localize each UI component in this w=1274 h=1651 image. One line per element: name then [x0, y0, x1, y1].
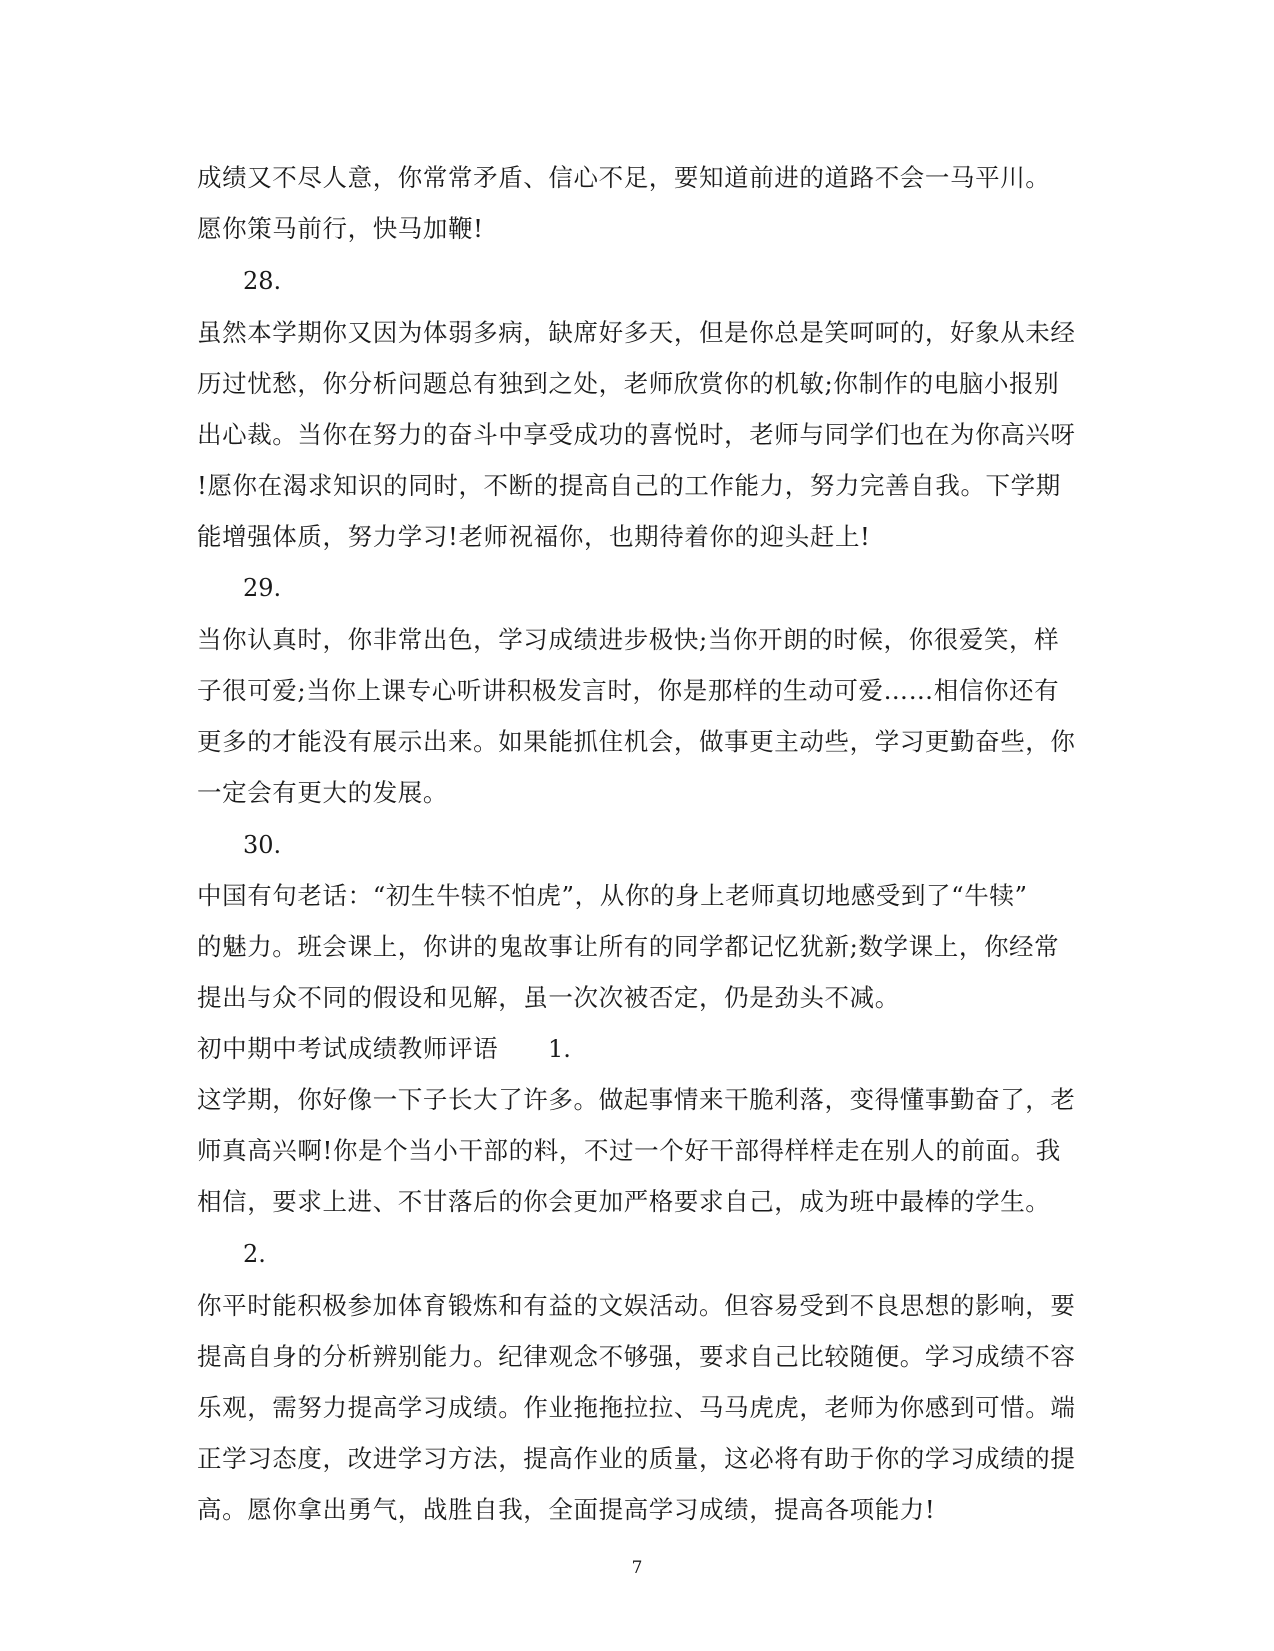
item-number: 28.: [243, 267, 282, 295]
text-line: 相信，要求上进、不甘落后的你会更加严格要求自己，成为班中最棒的学生。: [197, 1187, 1051, 1216]
item-number: 1.: [548, 1035, 571, 1063]
text-line: 历过忧愁，你分析问题总有独到之处，老师欣赏你的机敏;你制作的电脑小报别: [197, 369, 1060, 398]
text-line: 的魅力。班会课上，你讲的鬼故事让所有的同学都记忆犹新;数学课上，你经常: [197, 932, 1060, 961]
text-line: 虽然本学期你又因为体弱多病，缺席好多天，但是你总是笑呵呵的，好象从未经: [197, 318, 1076, 347]
text-line: 子很可爱;当你上课专心听讲积极发言时，你是那样的生动可爱……相信你还有: [197, 676, 1060, 705]
text-line: !愿你在渴求知识的同时，不断的提高自己的工作能力，努力完善自我。下学期: [197, 471, 1061, 500]
text-line: 正学习态度，改进学习方法，提高作业的质量，这必将有助于你的学习成绩的提: [197, 1444, 1076, 1473]
text-line: 提出与众不同的假设和见解，虽一次次被否定，仍是劲头不减。: [197, 983, 900, 1012]
text-line: 中国有句老话：“初生牛犊不怕虎”，从你的身上老师真切地感受到了“牛犊”: [197, 881, 1028, 910]
page-number: 7: [631, 1558, 643, 1578]
item-number: 29.: [243, 574, 282, 602]
text-line: 愿你策马前行，快马加鞭!: [197, 214, 484, 243]
text-line: 高。愿你拿出勇气，战胜自我，全面提高学习成绩，提高各项能力!: [197, 1495, 936, 1524]
item-number: 30.: [243, 831, 282, 859]
text-line: 更多的才能没有展示出来。如果能抓住机会，做事更主动些，学习更勤奋些，你: [197, 727, 1076, 756]
text-line: 成绩又不尽人意，你常常矛盾、信心不足，要知道前进的道路不会一马平川。: [197, 163, 1051, 192]
text-line: 乐观，需努力提高学习成绩。作业拖拖拉拉、马马虎虎，老师为你感到可惜。端: [197, 1393, 1076, 1422]
text-line: 你平时能积极参加体育锻炼和有益的文娱活动。但容易受到不良思想的影响，要: [197, 1291, 1076, 1320]
section-title: 初中期中考试成绩教师评语: [197, 1034, 499, 1063]
text-line: 提高自身的分析辨别能力。纪律观念不够强，要求自己比较随便。学习成绩不容: [197, 1342, 1076, 1371]
text-line: 这学期，你好像一下子长大了许多。做起事情来干脆利落，变得懂事勤奋了，老: [197, 1085, 1076, 1114]
text-line: 当你认真时，你非常出色，学习成绩进步极快;当你开朗的时候，你很爱笑，样: [197, 625, 1060, 654]
text-line: 出心裁。当你在努力的奋斗中享受成功的喜悦时，老师与同学们也在为你高兴呀: [197, 420, 1076, 449]
item-number: 2.: [243, 1240, 266, 1268]
text-line: 能增强体质，努力学习!老师祝福你，也期待着你的迎头赶上!: [197, 522, 871, 551]
text-line: 一定会有更大的发展。: [197, 778, 448, 807]
text-line: 师真高兴啊!你是个当小干部的料，不过一个好干部得样样走在别人的前面。我: [197, 1136, 1061, 1165]
